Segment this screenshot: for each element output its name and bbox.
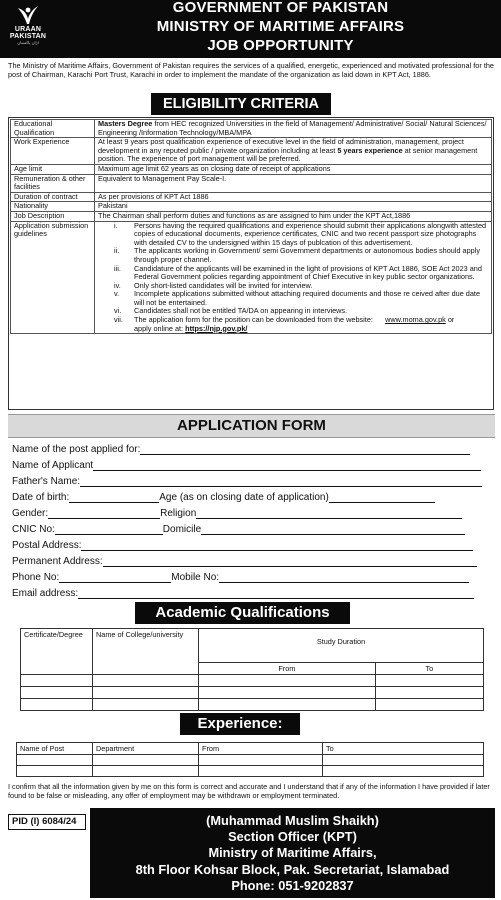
header-line-ministry: MINISTRY OF MARITIME AFFAIRS [156, 18, 405, 35]
col-college: Name of College/university [93, 629, 199, 675]
post-label: Name of the post applied for: [12, 444, 141, 455]
guideline-text: Persons having the required qualifications and experience should submit their applications alongwith attested copies of educational documents, experience certificates, CNIC and two recent passport size photographs with detailed CV to the undersigned within 15 days of publcation of this advertisement. [134, 220, 487, 247]
table-row [17, 743, 484, 755]
experience-bold: 5 years experience [337, 145, 403, 155]
cell[interactable] [93, 699, 199, 711]
col-post: Name of Post [17, 743, 93, 755]
cell[interactable] [375, 699, 483, 711]
header-line-job: JOB OPPORTUNITY [207, 37, 354, 54]
guideline-number: iv. [114, 280, 121, 290]
table-row [11, 211, 492, 221]
remuneration-value: Equivalent to Management Pay Scale-I. [95, 174, 492, 192]
cell[interactable] [21, 699, 93, 711]
gender-label: Gender: [12, 508, 49, 519]
eligibility-table [10, 119, 492, 334]
duration-value: As per provisions of KPT Act 1886 [95, 192, 492, 202]
col-from: From [199, 663, 376, 675]
remuneration-label: Remuneration & other facilities [11, 174, 95, 192]
guideline-text: Only short-listed candidates will be invited for interview. [134, 280, 313, 290]
pid-badge: PID (I) 6084/24 [8, 814, 86, 830]
application-form-bar [8, 414, 495, 438]
col-department: Department [93, 743, 199, 755]
footer-officer-name: (Muhammad Muslim Shaikh) [206, 813, 379, 828]
experience-label: Work Experience [11, 138, 95, 165]
cell[interactable] [21, 675, 93, 687]
cell[interactable] [93, 755, 199, 766]
guidelines-list [98, 222, 488, 334]
experience-value [95, 138, 492, 165]
cell[interactable] [93, 675, 199, 687]
age-label: Age limit [11, 164, 95, 174]
table-row [11, 174, 492, 192]
footer-address: 8th Floor Kohsar Block, Pak. Secretariat, Islamabad [135, 861, 450, 877]
religion-label: Religion [160, 508, 197, 519]
footer-designation: Section Officer (KPT) [228, 829, 357, 845]
cell[interactable] [323, 755, 484, 766]
guidelines-label: Application submission guidelines [11, 221, 95, 334]
experience-title: Experience: [180, 713, 300, 735]
table-row [21, 687, 484, 699]
col-to: To [375, 663, 483, 675]
applicant-label: Name of Applicant [12, 460, 94, 471]
uraan-pakistan-logo [6, 2, 50, 56]
academic-qualifications-title: Academic Qualifications [135, 602, 350, 624]
logo-text-uraan: URAAN [14, 26, 42, 33]
cell[interactable] [17, 766, 93, 777]
applicant-row [12, 460, 481, 471]
experience-text-1: At least 9 years post qualification experience of executive level in the field of administration, management, project development in any reputed public / private organization including at least [98, 137, 464, 155]
table-row [21, 699, 484, 711]
table-row [21, 675, 484, 687]
religion-field[interactable] [196, 509, 462, 519]
table-row [21, 629, 484, 663]
postal-row [12, 540, 473, 551]
confirmation-statement: I confirm that all the information given by me on this form is correct and accurate and I understand that if any of the information I have provided if later found to be false or misleading, any offer of employment may be withdrawn or employment terminated. [8, 782, 490, 801]
cell[interactable] [199, 766, 323, 777]
post-row [12, 444, 470, 455]
experience-text-2: at senior management position. The experience of port management will be preferred. [98, 145, 478, 164]
guidelines-value [95, 221, 492, 334]
mobile-label: Mobile No: [171, 572, 220, 583]
cell[interactable] [17, 755, 93, 766]
col-certificate: Certificate/Degree [21, 629, 93, 675]
cell[interactable] [375, 675, 483, 687]
nationality-label: Nationality [11, 202, 95, 212]
table-row [11, 202, 492, 212]
guideline-number: i. [114, 220, 118, 230]
guideline-text: Candidature of the applicants will be examined in the light of provisions of KPT Act 1886, SOE Act 2023 and Federal Government policies regarding appointment of Chief Executive in key public sector organizations. [134, 263, 482, 282]
guideline-download-text: The application form for the position can be downloaded from the website: [134, 315, 373, 325]
postal-field[interactable] [81, 541, 473, 551]
application-form-title: APPLICATION FORM [177, 417, 326, 434]
education-value [95, 120, 492, 138]
logo-text-urdu: اڑان پاکستان [17, 40, 39, 45]
duration-label: Duration of contract [11, 192, 95, 202]
post-field[interactable] [140, 445, 470, 455]
cnic-row [12, 524, 465, 535]
guideline-or: or [445, 315, 455, 325]
experience-table [16, 742, 484, 777]
applicant-field[interactable] [93, 461, 481, 471]
domicile-label: Domicile [162, 524, 202, 535]
table-row [17, 766, 484, 777]
cell[interactable] [93, 766, 199, 777]
header-bar [0, 0, 501, 58]
age-label: Age (as on closing date of application) [159, 492, 329, 503]
footer-contact [90, 808, 495, 898]
moma-website-link[interactable]: www.moma.gov.pk [385, 315, 446, 325]
logo-text-pakistan: PAKISTAN [9, 33, 47, 40]
guideline-text [122, 316, 488, 333]
dob-row [12, 492, 435, 503]
intro-paragraph: The Ministry of Maritime Affairs, Government of Pakistan requires the services of a qualified, energetic, experienced and motivated professional for the post of Chairman, Karachi Port Trust, Karachi in order to implement the mandate of the organization as laid down in KPT Act, 1886. [8, 61, 494, 80]
cell[interactable] [199, 755, 323, 766]
list-item [98, 247, 488, 264]
mobile-field[interactable] [219, 573, 469, 583]
cell[interactable] [21, 687, 93, 699]
col-from: From [199, 743, 323, 755]
permanent-row [12, 556, 477, 567]
education-fields: from HEC recognized Universities in the field of Management/ Administrative/ Social/ Natural Sciences/ Engineering /Information Technology/MBA/MPA [98, 119, 487, 137]
father-label: Father's Name: [12, 476, 81, 487]
guideline-number: vii. [114, 315, 123, 325]
job-label: Job Description [11, 211, 95, 221]
col-study-duration: Study Duration [199, 629, 484, 663]
phone-label: Phone No: [12, 572, 60, 583]
nationality-value: Pakistani [95, 202, 492, 212]
guideline-text: Incomplete applications submitted without attaching required documents and those re ceived after due date will not be entertained. [134, 289, 481, 307]
footer-phone: Phone: 051-9202837 [231, 877, 354, 893]
postal-label: Postal Address: [12, 540, 82, 551]
table-row [11, 138, 492, 165]
col-to: To [323, 743, 484, 755]
education-degree: Masters Degree [98, 119, 153, 128]
list-item [98, 290, 488, 307]
cell[interactable] [323, 766, 484, 777]
table-row [11, 120, 492, 138]
table-row [11, 192, 492, 202]
gender-row [12, 508, 462, 519]
permanent-field[interactable] [103, 557, 477, 567]
job-value: The Chairman shall perform duties and functions as are assigned to him under the KPT Act,1886 [95, 211, 492, 221]
table-row [11, 221, 492, 334]
education-label: Educational Qualification [11, 120, 95, 138]
age-field[interactable] [329, 493, 435, 503]
email-field[interactable] [78, 589, 474, 599]
cnic-field[interactable] [55, 525, 163, 535]
domicile-field[interactable] [201, 525, 465, 535]
cnic-label: CNIC No: [12, 524, 55, 535]
cell[interactable] [375, 687, 483, 699]
guideline-number: ii. [114, 246, 120, 256]
email-row [12, 588, 474, 599]
njp-portal-link[interactable]: https://njp.gov.pk/ [185, 323, 248, 333]
bird-logo-icon [16, 4, 40, 26]
guideline-text: The applicants working in Government/ semi Government departments or autonomous bodies should apply through proper channel. [134, 246, 480, 264]
father-row [12, 476, 482, 487]
guideline-number: v. [114, 289, 120, 299]
cell[interactable] [93, 687, 199, 699]
father-field[interactable] [80, 477, 482, 487]
guideline-number: vi. [114, 306, 122, 316]
cell[interactable] [199, 675, 376, 687]
guideline-number: iii. [114, 263, 121, 273]
dob-label: Date of birth: [12, 492, 70, 503]
header-title [60, 0, 501, 55]
footer-ministry: Ministry of Maritime Affairs, [208, 845, 377, 861]
table-row [17, 755, 484, 766]
cell[interactable] [199, 699, 376, 711]
table-row [11, 164, 492, 174]
phone-row [12, 572, 469, 583]
gender-field[interactable] [48, 509, 160, 519]
guideline-apply-text: apply online at: [134, 323, 186, 333]
academic-table [20, 628, 484, 711]
cell[interactable] [199, 687, 376, 699]
list-item [98, 316, 488, 333]
list-item [98, 222, 488, 248]
eligibility-title: ELIGIBILITY CRITERIA [151, 93, 331, 115]
list-item [98, 265, 488, 282]
phone-field[interactable] [59, 573, 171, 583]
header-line-government: GOVERNMENT OF PAKISTAN [172, 0, 389, 16]
guideline-text: Candidates shall not be entitled TA/DA on appearing in interviews. [134, 306, 348, 316]
permanent-label: Permanent Address: [12, 556, 103, 567]
email-label: Email address: [12, 588, 79, 599]
age-value: Maximum age limit 62 years as on closing date of receipt of applications [95, 164, 492, 174]
dob-field[interactable] [69, 493, 159, 503]
